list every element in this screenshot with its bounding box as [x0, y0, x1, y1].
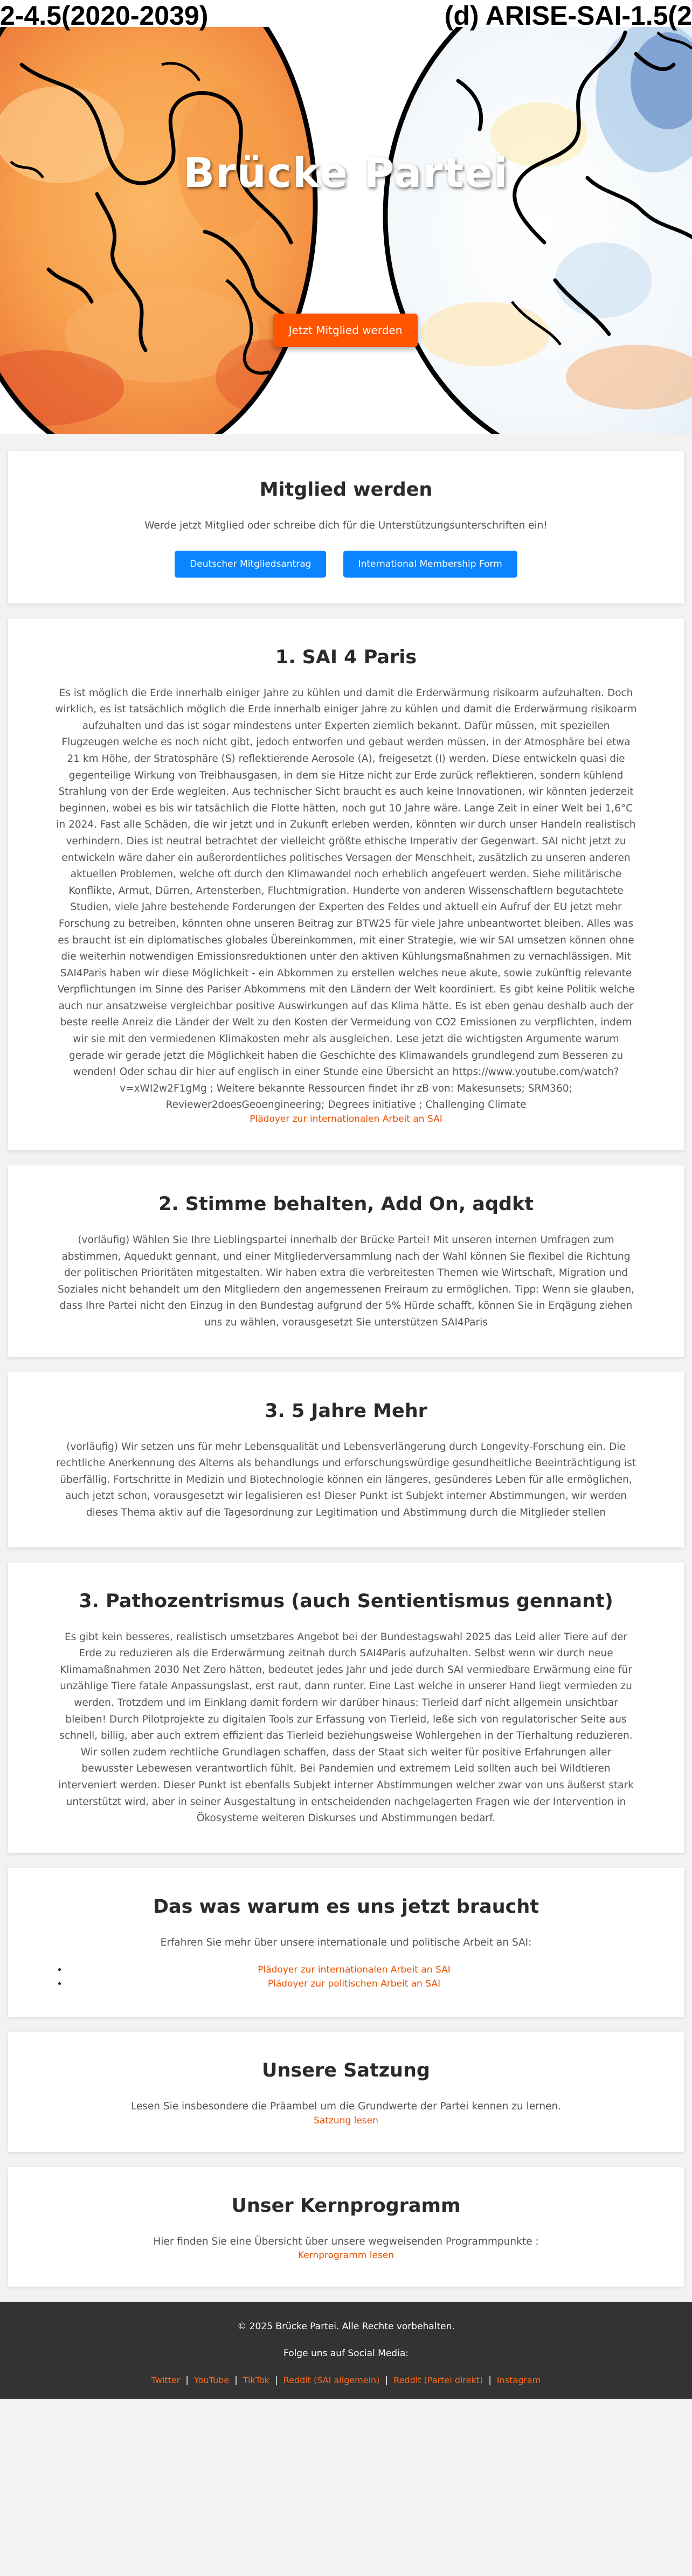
stimme-text: (vorläufig) Wählen Sie Ihre Lieblingspartei innerhalb der Brücke Partei! Mit unseren internen Umfragen zum abstimmen, Aquedukt gennant, und einer Mitgliederversammlung nach der Wahl können Sie flexibel die Richtung der politischen Prioritäten mitgestalten. Wir haben extra die verbreitesten Themen wie Wirtschaft, Migration und Soziales nicht behandelt um den Mitgliedern den angemessenen Freiraum zu ermöglichen. Tipp: Wenn sie glauben, dass Ihre Partei nicht den Einzug in den Bundestag aufgrund der 5% Hürde schafft, können Sie in Erqägung ziehen uns zu wählen, vorausgesetzt Sie unterstützen SAI4Paris [57, 1234, 635, 1328]
hero-title: Brücke Partei [183, 148, 509, 197]
list-item [67, 1977, 641, 1991]
separator: | [274, 2375, 278, 2386]
sai-section [8, 619, 684, 1150]
tiktok-link[interactable]: TikTok [243, 2375, 269, 2386]
sai-international-link[interactable]: Plädoyer zur internationalen Arbeit an SAI [250, 1114, 442, 1125]
join-now-button[interactable]: Jetzt Mitglied werden [273, 314, 418, 347]
why-now-text: Erfahren Sie mehr über unsere internationale und politische Arbeit an SAI: [160, 1936, 532, 1948]
membership-heading: Mitglied werden [259, 479, 433, 501]
read-core-program-link[interactable]: Kernprogramm lesen [297, 2250, 395, 2261]
why-now-section [8, 1868, 684, 2017]
hero-section [0, 0, 692, 434]
stimme-section [8, 1165, 684, 1357]
statute-text: Lesen Sie insbesondere die Präambel um die Grundwerte der Partei kennen zu lernen. [130, 2101, 562, 2113]
german-membership-button[interactable]: Deutscher Mitgliedsantrag [175, 551, 326, 578]
core-program-heading: Unser Kernprogramm [231, 2195, 461, 2217]
instagram-link[interactable]: Instagram [496, 2375, 541, 2386]
membership-text: Werde jetzt Mitglied oder schreibe dich für die Unterstützungsunterschriften ein! [144, 520, 548, 531]
statute-section [8, 2032, 684, 2152]
figure-label-right: (d) ARISE-SAI-1.5(2 [444, 1, 692, 31]
separator: | [234, 2375, 238, 2386]
international-sai-link[interactable]: Plädoyer zur internationalen Arbeit an SAI [258, 1964, 451, 1976]
core-program-section [8, 2167, 684, 2287]
separator: | [488, 2375, 492, 2386]
why-now-heading: Das was warum es uns jetzt braucht [153, 1895, 539, 1918]
reddit-sai-link[interactable]: Reddit (SAI allgemein) [283, 2375, 380, 2386]
core-program-text: Hier finden Sie eine Übersicht über unsere wegweisenden Programmpunkte : [153, 2235, 539, 2247]
copyright: © 2025 Brücke Partei. Alle Rechte vorbehalten. [237, 2321, 455, 2332]
separator: | [185, 2375, 189, 2386]
membership-buttons [51, 551, 641, 578]
pathocentrism-heading: 3. Pathozentrismus (auch Sentientismus gennant) [79, 1590, 613, 1612]
pathocentrism-text: Es gibt kein besseres, realistisch umsetzbares Angebot bei der Bundestagswahl 2025 das Leid aller Tiere auf der Erde zu reduzieren als die Erderwärmung zeitnah durch SAI4Paris aufzuhalten. Selbst wenn wir durch neue Klimamaßnahmen 2030 Net Zero hätten, bedeutet jedes Jahr und jede durch SAI vermiedbare Erwärmung eine für unzählige Tiere fatale Anpassungslast, erst raut, dann runter. Eine Last welche in unserer Hand liegt vermieden zu werden. Trotzdem und im Einklang damit fordern wir darüber hinaus: Tierleid darf nicht allgemein unsichtbar bleiben! Durch Pilotprojekte zu digitalen Tools zur Erfassung von Tierleid, leße sich von regulatorischer Seite aus schnell, billig, aber auch extrem effizient das Tierleid beziehungsweise Wohlergehen in der Tierhaltung reduzieren. Wir sollen zudem rechtliche Grundlagen schaffen, dass der Staat sich weiter für positive Erfahrungen aller bewusster Lebewesen verantwortlich fühlt. Bei Pandemien und extremem Leid sollten auch bei Wildtieren interveniert werden. Dieser Punkt ist ebenfalls Subjekt interner Abstimmungen welcher zwar von uns äußerst stark unterstützt wird, aber in seiner Ausgestaltung in entscheidenden nachgelagerten Fragen wie der Intervention in Ökosysteme weiteren Diskurses und Abstimmungen bedarf. [58, 1631, 634, 1824]
longevity-section [8, 1372, 684, 1547]
youtube-link[interactable]: YouTube [194, 2375, 230, 2386]
read-statute-link[interactable]: Satzung lesen [314, 2115, 378, 2126]
social-links [0, 2375, 692, 2386]
membership-section [8, 451, 684, 603]
longevity-heading: 3. 5 Jahre Mehr [265, 1400, 427, 1422]
twitter-link[interactable]: Twitter [151, 2375, 181, 2386]
list-item [67, 1963, 641, 1977]
climate-map-background [0, 0, 692, 434]
reddit-party-link[interactable]: Reddit (Partei direkt) [393, 2375, 483, 2386]
why-now-links [51, 1963, 641, 1991]
pathocentrism-section [8, 1563, 684, 1853]
statute-heading: Unsere Satzung [262, 2060, 430, 2082]
sai-text: Es ist möglich die Erde innerhalb einiger Jahre zu kühlen und damit die Erderwärmung risikoarm aufzuhalten. Doch wirklich, es ist tatsächlich möglich die Erde innerhalb einiger Jahre zu kühlen und damit die Erderwärmung risikoarm aufzuhalten und das ist sogar mindestens unter Experten ziemlich bekannt. Dafür müssen, mit speziellen Flugzeugen welche es noch nicht gibt, jedoch entworfen und gebaut werden müssen, in der Atmosphäre bei etwa 21 km Höhe, der Stratosphäre (S) reflektierende Aerosole (A), freigesetzt (I) werden. Diese entwickeln quasi die gegenteilige Wirkung von Treibhausgasen, in dem sie Hitze nicht zur Erde zurück reflektieren, sondern kühlend Strahlung von der Erde wegleiten. Aus technischer Sicht braucht es auch keine Innovationen, wir könnten jederzeit beginnen, wobei es bis wir tatsächlich die Flotte hätten, noch gut 10 Jahre wäre. Lange Zeit in einer Welt bei 1,6°C in 2024. Fast alle Schäden, die wir jetzt und in Zukunft erleben werden, könnten wir durch unser Handeln realistisch verhindern. Dies ist neutral betrachtet der vielleicht größte ethische Imperativ der Gegenwart. SAI nicht jetzt zu entwickeln wäre daher ein außerordentliches politisches Versagen der Menschheit, zusätzlich zu unseren anderen aktuellen Problemen, welche oft durch den Klimawandel noch erheblich angefeuert werden. Siehe militärische Konflikte, Armut, Dürren, Artensterben, Fluchtmigration. Hunderte von anderen Wissenschaftlern begutachtete Studien, viele Jahre bestehende Forderungen der Experten des Feldes und aktuell ein Aufruf der EU jetzt mehr Forschung zu betreiben, könnten ohne unseren Beitrag zur BTW25 für viele Jahre unbeantwortet bleiben. Alles was es braucht ist ein diplomatisches globales Übereinkommen, mit einer Strategie, wie wir SAI umsetzen können ohne die weiterhin notwendigen Emissionsreduktionen unter den aktiven Kühlungsmaßnahmen zu vernachlässigen. Mit SAI4Paris haben wir diese Möglichkeit - ein Abkommen zu erstellen welches neue akute, sowie zukünftig relevante Verpflichtungen im Sinne des Pariser Abkommens mit den Ländern der Welt koordiniert. Es gibt keine Politik welche auch nur ansatzweise vergleichbar positive Auswirkungen auf das Klima hätte. Es ist eben genau deshalb auch der beste reelle Anreiz die Länder der Welt zu den Kosten der Vermeidung von CO2 Emissionen zu verpflichten, indem wir sie mit den vermiedenen Klimakosten mehr als ausgleichen. Lese jetzt die wichtigsten Argumente warum gerade wir gerade jetzt die Möglichkeit haben die Geschichte des Klimawandels grundlegend zum Besseren zu wenden! Oder schau dir hier auf englisch in einer Stunde eine Übersicht an https://www.youtube.com/watch?v=xWI2w2F1gMg ; Weitere bekannte Ressourcen findet ihr zB von: Makesunsets; SRM360; Reviewer2doesGeoengineering; Degrees initiative ; Challenging Climate [55, 687, 637, 1111]
footer [0, 2302, 692, 2399]
longevity-text: (vorläufig) Wir setzen uns für mehr Lebensqualität und Lebensverlängerung durch Longevity-Forschung ein. Die rechtliche Anerkennung des Alterns als behandlungs und erforschungswürdige gesundheitliche Beeinträchtigung ist überfällig. Fortschritte in Medizin und Biotechnologie können ein längeres, gesünderes Leben für alle ermöglichen, auch jetzt schon, vorausgesetzt wir legalisieren es! Dieser Punkt ist Subjekt interner Abstimmungen, wir werden dieses Thema aktiv auf die Tagesordnung zur Legitimation und Abstimmung durch die Mitglieder stellen [56, 1441, 636, 1518]
stimme-heading: 2. Stimme behalten, Add On, aqdkt [158, 1193, 534, 1216]
international-membership-button[interactable]: International Membership Form [343, 551, 517, 578]
follow-us-label: Folge uns auf Social Media: [283, 2348, 409, 2359]
political-sai-link[interactable]: Plädoyer zur politischen Arbeit an SAI [267, 1978, 441, 1990]
sai-heading: 1. SAI 4 Paris [275, 646, 417, 668]
separator: | [385, 2375, 389, 2386]
figure-label-left: 2-4.5(2020-2039) [0, 1, 209, 31]
